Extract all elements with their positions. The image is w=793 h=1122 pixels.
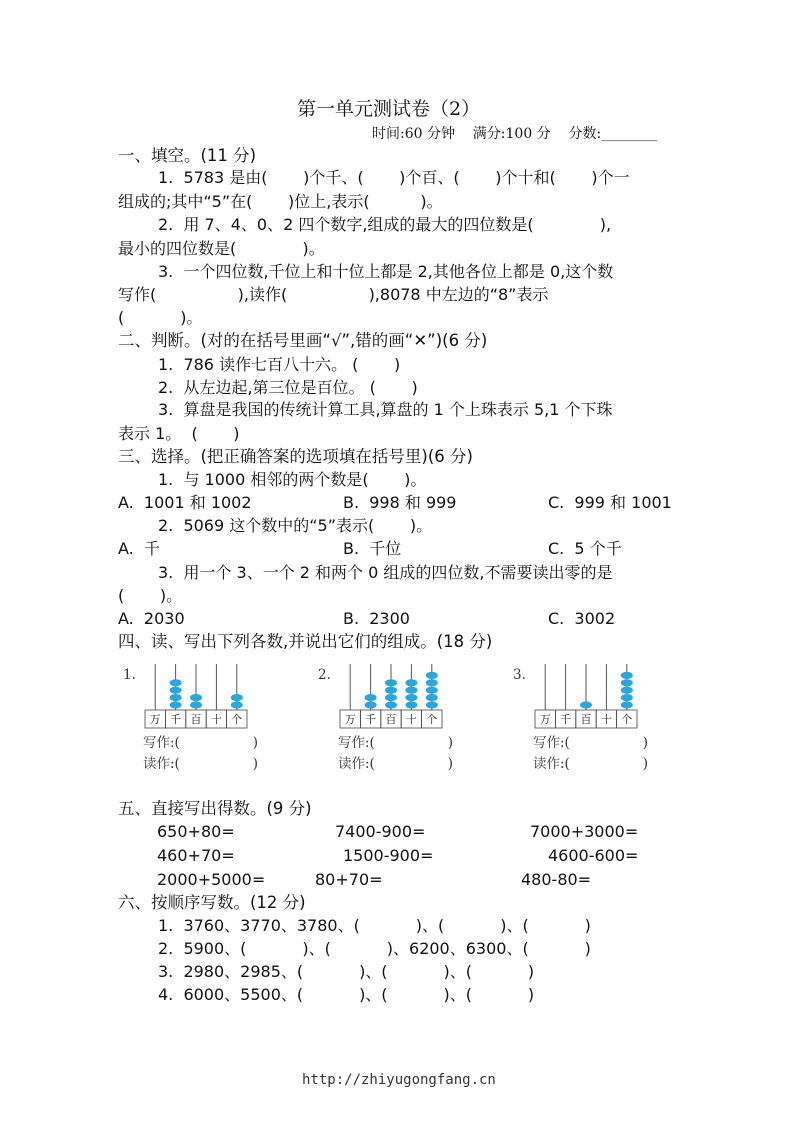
section-6-heading: 六、按顺序写数。(12 分): [118, 893, 306, 912]
section-5-heading: 五、直接写出得数。(9 分): [118, 799, 312, 818]
place-value-label: 万: [539, 713, 551, 726]
place-value-label: 千: [365, 713, 377, 726]
s3-q3: 3. 用一个 3、一个 2 和两个 0 组成的四位数,不需要读出零的是: [158, 563, 613, 582]
s2-line-3: 3. 算盘是我国的传统计算工具,算盘的 1 个上珠表示 5,1 个下珠: [158, 400, 613, 419]
place-value-label: 个: [426, 713, 438, 726]
abacus-bead: [231, 701, 243, 708]
place-value-label: 百: [385, 713, 397, 726]
abacus-bead: [405, 701, 417, 708]
calc-3: 7000+3000=: [530, 822, 639, 841]
place-value-label: 百: [190, 713, 202, 726]
place-value-label: 千: [170, 713, 182, 726]
abacus-bead: [405, 694, 417, 701]
s1-line-5: 3. 一个四位数,千位上和十位上都是 2,其他各位上都是 0,这个数: [158, 262, 614, 281]
place-value-label: 万: [344, 713, 356, 726]
abacus-bead: [385, 694, 397, 701]
abacus-read-blank-1: 读作:( ): [143, 756, 259, 772]
abacus-write-blank-1: 写作:( ): [143, 735, 259, 751]
abacus-bead: [385, 687, 397, 694]
abacus-bead: [170, 679, 182, 686]
abacus-bead: [621, 694, 633, 701]
abacus-bead: [170, 701, 182, 708]
s3-q3-option-a: A. 2030: [118, 609, 185, 628]
calc-4: 460+70=: [157, 846, 235, 865]
abacus-bead: [621, 672, 633, 679]
abacus-read-blank-2: 读作:( ): [338, 756, 454, 772]
s3-q3-blank: ( )。: [118, 586, 183, 605]
s2-line-4: 表示 1。 ( ): [118, 424, 240, 443]
abacus-bead: [365, 694, 377, 701]
s3-q3-option-c: C. 3002: [548, 609, 616, 628]
abacus-bead: [621, 701, 633, 708]
place-value-label: 万: [149, 713, 161, 726]
abacus-read-blank-3: 读作:( ): [533, 756, 649, 772]
place-value-label: 十: [405, 713, 417, 726]
abacus-bead: [426, 672, 438, 679]
abacus-bead: [365, 701, 377, 708]
abacus-bead: [405, 679, 417, 686]
abacus-bead: [385, 701, 397, 708]
abacus-number-3: 3.: [513, 667, 526, 683]
abacus-bead: [190, 701, 202, 708]
s3-q2-option-c: C. 5 个千: [548, 539, 622, 558]
section-1-heading: 一、填空。(11 分): [118, 146, 257, 165]
s1-line-6: 写作( ),读作( ),8078 中左边的“8”表示: [118, 285, 549, 304]
sequence-4: 4. 6000、5500、( )、( )、( ): [158, 985, 535, 1004]
sequence-2: 2. 5900、( )、( )、6200、6300、( ): [158, 939, 591, 958]
abacus-bead: [405, 687, 417, 694]
s1-line-4: 最小的四位数是( )。: [118, 239, 325, 258]
abacus-bead: [426, 701, 438, 708]
abacus-bead: [231, 694, 243, 701]
footer-url[interactable]: http://zhiyugongfang.cn: [302, 1072, 496, 1088]
place-value-label: 个: [231, 713, 243, 726]
calc-5: 1500-900=: [343, 846, 434, 865]
abacus-bead: [580, 701, 592, 708]
abacus-bead: [426, 679, 438, 686]
abacus-figure-2: [338, 660, 448, 732]
abacus-number-2: 2.: [318, 667, 331, 683]
abacus-write-blank-3: 写作:( ): [533, 735, 649, 751]
place-value-label: 个: [621, 713, 633, 726]
s3-q3-option-b: B. 2300: [343, 609, 410, 628]
abacus-bead: [621, 687, 633, 694]
abacus-figure-1: [143, 660, 253, 732]
s1-line-7: ( )。: [118, 308, 203, 327]
place-value-label: 千: [560, 713, 572, 726]
abacus-bead: [385, 679, 397, 686]
s1-line-1: 1. 5783 是由( )个千、( )个百、( )个十和( )个一: [158, 168, 630, 187]
abacus-write-blank-2: 写作:( ): [338, 735, 454, 751]
section-4-heading: 四、读、写出下列各数,并说出它们的组成。(18 分): [118, 632, 493, 651]
section-2-heading: 二、判断。(对的在括号里画“√”,错的画“✕”)(6 分): [118, 331, 488, 350]
s1-line-2: 组成的;其中“5”在( )位上,表示( )。: [118, 192, 443, 211]
place-value-label: 十: [600, 713, 612, 726]
place-value-label: 百: [580, 713, 592, 726]
calc-9: 480-80=: [521, 870, 592, 889]
sequence-3: 3. 2980、2985、( )、( )、( ): [158, 962, 535, 981]
s3-q1-option-a: A. 1001 和 1002: [118, 493, 252, 512]
abacus-bead: [621, 679, 633, 686]
s3-q1-option-c: C. 999 和 1001: [548, 493, 672, 512]
calc-8: 80+70=: [315, 870, 383, 889]
abacus-bead: [170, 694, 182, 701]
s1-line-3: 2. 用 7、4、0、2 四个数字,组成的最大的四位数是( ),: [158, 215, 612, 234]
calc-2: 7400-900=: [335, 822, 426, 841]
s2-line-2: 2. 从左边起,第三位是百位。 ( ): [158, 378, 418, 397]
s3-q2-option-a: A. 千: [118, 539, 160, 558]
place-value-label: 十: [210, 713, 222, 726]
calc-7: 2000+5000=: [157, 870, 266, 889]
section-3-heading: 三、选择。(把正确答案的选项填在括号里)(6 分): [118, 447, 473, 466]
sequence-1: 1. 3760、3770、3780、( )、( )、( ): [158, 916, 591, 935]
s3-q1-option-b: B. 998 和 999: [343, 493, 457, 512]
calc-6: 4600-600=: [548, 846, 639, 865]
s2-line-1: 1. 786 读作七百八十六。 ( ): [158, 355, 401, 374]
abacus-number-1: 1.: [123, 667, 136, 683]
calc-1: 650+80=: [157, 822, 235, 841]
abacus-bead: [426, 694, 438, 701]
abacus-figure-3: [533, 660, 643, 732]
abacus-bead: [170, 687, 182, 694]
abacus-bead: [190, 694, 202, 701]
abacus-bead: [426, 687, 438, 694]
page-title: 第一单元测试卷（2）: [297, 98, 481, 120]
s3-q2: 2. 5069 这个数中的“5”表示( )。: [158, 516, 433, 535]
s3-q2-option-b: B. 千位: [343, 539, 402, 558]
exam-meta: 时间:60 分钟 满分:100 分 分数:________: [372, 126, 658, 142]
s3-q1: 1. 与 1000 相邻的两个数是( )。: [158, 470, 427, 489]
